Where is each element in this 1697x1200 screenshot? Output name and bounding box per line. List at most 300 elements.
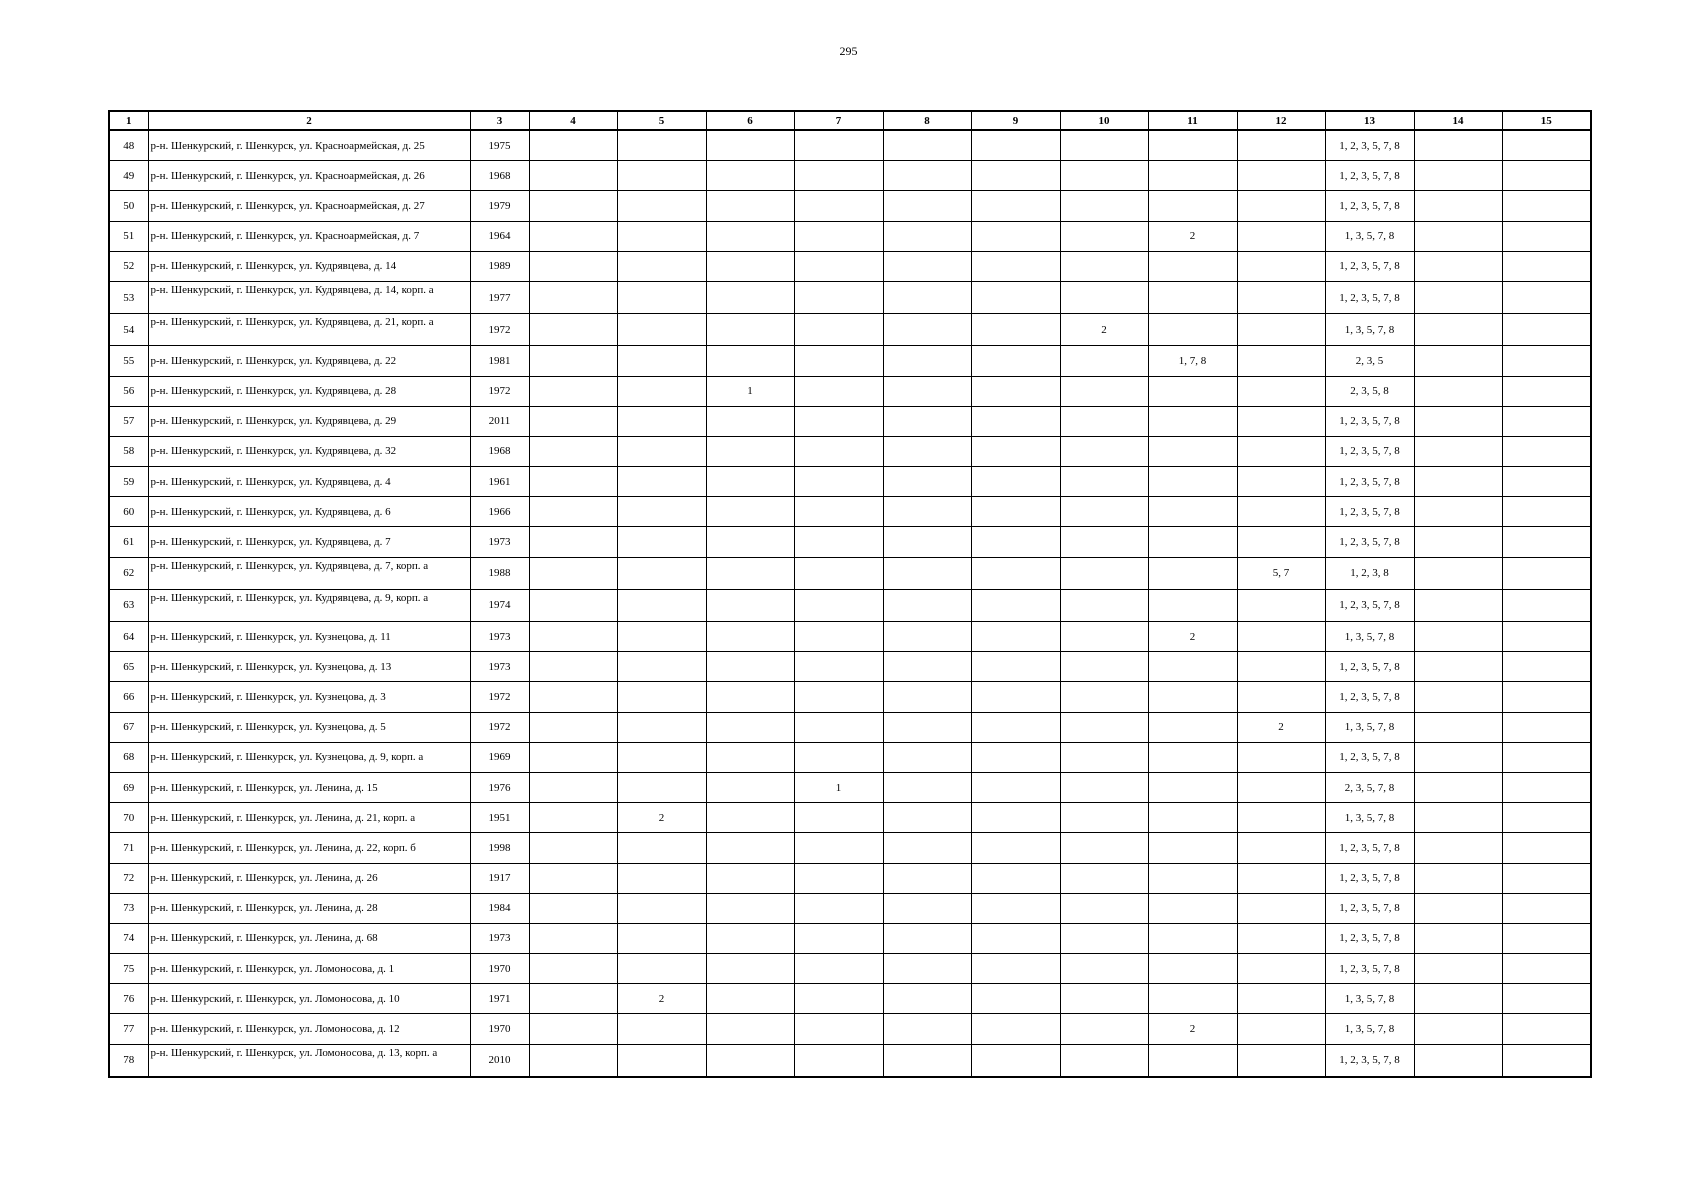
empty-cell-9 xyxy=(971,406,1060,436)
value-cell-7 xyxy=(794,833,883,863)
empty-cell-9 xyxy=(971,314,1060,346)
value-cell-11 xyxy=(1148,772,1237,802)
table-row xyxy=(109,221,1591,251)
table-row xyxy=(109,527,1591,557)
empty-cell-9 xyxy=(971,712,1060,742)
value-cell-10 xyxy=(1060,281,1148,313)
value-cell-11 xyxy=(1148,803,1237,833)
address-cell: р-н. Шенкурский, г. Шенкурск, ул. Кудрявцева, д. 22 xyxy=(148,346,470,376)
table-row xyxy=(109,1014,1591,1044)
column-header-13: 13 xyxy=(1325,111,1414,130)
empty-cell-15 xyxy=(1502,406,1591,436)
value-cell-5 xyxy=(617,742,706,772)
value-cell-13: 1, 3, 5, 7, 8 xyxy=(1325,314,1414,346)
row-number-cell: 54 xyxy=(109,314,148,346)
year-cell: 1973 xyxy=(470,923,529,953)
table-row xyxy=(109,161,1591,191)
value-cell-6 xyxy=(706,557,794,589)
value-cell-7 xyxy=(794,221,883,251)
value-cell-7 xyxy=(794,1014,883,1044)
row-number-cell: 55 xyxy=(109,346,148,376)
empty-cell-15 xyxy=(1502,622,1591,652)
empty-cell-8 xyxy=(883,436,971,466)
value-cell-11 xyxy=(1148,436,1237,466)
value-cell-12 xyxy=(1237,467,1325,497)
empty-cell-14 xyxy=(1414,436,1502,466)
value-cell-10 xyxy=(1060,742,1148,772)
table-row xyxy=(109,557,1591,589)
empty-cell-9 xyxy=(971,742,1060,772)
value-cell-6 xyxy=(706,833,794,863)
value-cell-12 xyxy=(1237,527,1325,557)
year-cell: 1951 xyxy=(470,803,529,833)
value-cell-7 xyxy=(794,161,883,191)
empty-cell-4 xyxy=(529,712,617,742)
value-cell-13: 1, 3, 5, 7, 8 xyxy=(1325,1014,1414,1044)
row-number-cell: 67 xyxy=(109,712,148,742)
empty-cell-9 xyxy=(971,281,1060,313)
column-header-5: 5 xyxy=(617,111,706,130)
empty-cell-4 xyxy=(529,436,617,466)
address-cell: р-н. Шенкурский, г. Шенкурск, ул. Кудрявцева, д. 29 xyxy=(148,406,470,436)
value-cell-7 xyxy=(794,682,883,712)
value-cell-7 xyxy=(794,803,883,833)
value-cell-11: 2 xyxy=(1148,622,1237,652)
address-cell: р-н. Шенкурский, г. Шенкурск, ул. Кудрявцева, д. 28 xyxy=(148,376,470,406)
address-cell: р-н. Шенкурский, г. Шенкурск, ул. Ломоносова, д. 12 xyxy=(148,1014,470,1044)
column-header-8: 8 xyxy=(883,111,971,130)
empty-cell-15 xyxy=(1502,467,1591,497)
address-cell: р-н. Шенкурский, г. Шенкурск, ул. Кузнецова, д. 3 xyxy=(148,682,470,712)
empty-cell-14 xyxy=(1414,622,1502,652)
value-cell-7 xyxy=(794,497,883,527)
year-cell: 1968 xyxy=(470,436,529,466)
table-row xyxy=(109,772,1591,802)
value-cell-12 xyxy=(1237,497,1325,527)
empty-cell-15 xyxy=(1502,130,1591,161)
column-header-6: 6 xyxy=(706,111,794,130)
value-cell-13: 2, 3, 5, 7, 8 xyxy=(1325,772,1414,802)
value-cell-7 xyxy=(794,436,883,466)
row-number-cell: 57 xyxy=(109,406,148,436)
empty-cell-14 xyxy=(1414,406,1502,436)
address-cell: р-н. Шенкурский, г. Шенкурск, ул. Кузнецова, д. 11 xyxy=(148,622,470,652)
year-cell: 1972 xyxy=(470,314,529,346)
empty-cell-9 xyxy=(971,161,1060,191)
empty-cell-14 xyxy=(1414,376,1502,406)
empty-cell-15 xyxy=(1502,527,1591,557)
value-cell-13: 1, 2, 3, 8 xyxy=(1325,557,1414,589)
value-cell-10 xyxy=(1060,863,1148,893)
value-cell-5 xyxy=(617,497,706,527)
housing-register-table xyxy=(108,110,1592,1078)
empty-cell-8 xyxy=(883,682,971,712)
empty-cell-9 xyxy=(971,863,1060,893)
value-cell-5 xyxy=(617,314,706,346)
empty-cell-8 xyxy=(883,191,971,221)
empty-cell-9 xyxy=(971,652,1060,682)
value-cell-13: 1, 2, 3, 5, 7, 8 xyxy=(1325,652,1414,682)
value-cell-10 xyxy=(1060,1044,1148,1077)
value-cell-12 xyxy=(1237,161,1325,191)
empty-cell-14 xyxy=(1414,863,1502,893)
value-cell-6 xyxy=(706,742,794,772)
value-cell-10 xyxy=(1060,833,1148,863)
header-row xyxy=(109,111,1591,130)
row-number-cell: 60 xyxy=(109,497,148,527)
empty-cell-9 xyxy=(971,376,1060,406)
value-cell-7 xyxy=(794,652,883,682)
address-cell: р-н. Шенкурский, г. Шенкурск, ул. Кузнецова, д. 5 xyxy=(148,712,470,742)
value-cell-12 xyxy=(1237,314,1325,346)
value-cell-13: 1, 2, 3, 5, 7, 8 xyxy=(1325,923,1414,953)
row-number-cell: 51 xyxy=(109,221,148,251)
empty-cell-15 xyxy=(1502,712,1591,742)
empty-cell-8 xyxy=(883,221,971,251)
row-number-cell: 75 xyxy=(109,954,148,984)
empty-cell-9 xyxy=(971,954,1060,984)
value-cell-5 xyxy=(617,221,706,251)
value-cell-11 xyxy=(1148,923,1237,953)
address-cell: р-н. Шенкурский, г. Шенкурск, ул. Ломоносова, д. 1 xyxy=(148,954,470,984)
address-cell: р-н. Шенкурский, г. Шенкурск, ул. Кудрявцева, д. 21, корп. а xyxy=(148,314,470,346)
value-cell-11 xyxy=(1148,497,1237,527)
value-cell-13: 1, 3, 5, 7, 8 xyxy=(1325,712,1414,742)
empty-cell-8 xyxy=(883,893,971,923)
value-cell-12 xyxy=(1237,652,1325,682)
value-cell-11 xyxy=(1148,954,1237,984)
value-cell-10 xyxy=(1060,346,1148,376)
address-cell: р-н. Шенкурский, г. Шенкурск, ул. Кудрявцева, д. 9, корп. а xyxy=(148,589,470,621)
empty-cell-9 xyxy=(971,803,1060,833)
empty-cell-14 xyxy=(1414,314,1502,346)
value-cell-5 xyxy=(617,954,706,984)
value-cell-12 xyxy=(1237,1044,1325,1077)
empty-cell-4 xyxy=(529,527,617,557)
row-number-cell: 73 xyxy=(109,893,148,923)
value-cell-13: 1, 2, 3, 5, 7, 8 xyxy=(1325,954,1414,984)
table-row xyxy=(109,1044,1591,1077)
empty-cell-4 xyxy=(529,557,617,589)
empty-cell-4 xyxy=(529,833,617,863)
value-cell-6 xyxy=(706,682,794,712)
table-row xyxy=(109,497,1591,527)
row-number-cell: 66 xyxy=(109,682,148,712)
empty-cell-4 xyxy=(529,406,617,436)
value-cell-6 xyxy=(706,467,794,497)
value-cell-12 xyxy=(1237,954,1325,984)
year-cell: 1970 xyxy=(470,954,529,984)
empty-cell-4 xyxy=(529,161,617,191)
value-cell-5 xyxy=(617,130,706,161)
value-cell-10 xyxy=(1060,406,1148,436)
value-cell-13: 1, 2, 3, 5, 7, 8 xyxy=(1325,893,1414,923)
table-row xyxy=(109,589,1591,621)
value-cell-6 xyxy=(706,1014,794,1044)
empty-cell-8 xyxy=(883,742,971,772)
address-cell: р-н. Шенкурский, г. Шенкурск, ул. Кудрявцева, д. 7 xyxy=(148,527,470,557)
empty-cell-14 xyxy=(1414,281,1502,313)
value-cell-12 xyxy=(1237,436,1325,466)
value-cell-13: 1, 2, 3, 5, 7, 8 xyxy=(1325,406,1414,436)
year-cell: 1964 xyxy=(470,221,529,251)
empty-cell-4 xyxy=(529,589,617,621)
value-cell-13: 1, 2, 3, 5, 7, 8 xyxy=(1325,436,1414,466)
value-cell-11 xyxy=(1148,833,1237,863)
value-cell-12 xyxy=(1237,803,1325,833)
value-cell-13: 1, 3, 5, 7, 8 xyxy=(1325,984,1414,1014)
empty-cell-15 xyxy=(1502,281,1591,313)
empty-cell-8 xyxy=(883,803,971,833)
value-cell-7 xyxy=(794,712,883,742)
year-cell: 1973 xyxy=(470,622,529,652)
value-cell-13: 1, 2, 3, 5, 7, 8 xyxy=(1325,527,1414,557)
row-number-cell: 52 xyxy=(109,251,148,281)
year-cell: 1917 xyxy=(470,863,529,893)
value-cell-13: 1, 2, 3, 5, 7, 8 xyxy=(1325,742,1414,772)
column-header-10: 10 xyxy=(1060,111,1148,130)
value-cell-10 xyxy=(1060,1014,1148,1044)
empty-cell-14 xyxy=(1414,682,1502,712)
row-number-cell: 68 xyxy=(109,742,148,772)
table-row xyxy=(109,803,1591,833)
value-cell-6 xyxy=(706,406,794,436)
value-cell-5 xyxy=(617,557,706,589)
value-cell-10 xyxy=(1060,589,1148,621)
empty-cell-14 xyxy=(1414,221,1502,251)
value-cell-6 xyxy=(706,1044,794,1077)
value-cell-6 xyxy=(706,923,794,953)
year-cell: 1961 xyxy=(470,467,529,497)
value-cell-5 xyxy=(617,527,706,557)
value-cell-5 xyxy=(617,893,706,923)
value-cell-6: 1 xyxy=(706,376,794,406)
page-number: 295 xyxy=(839,44,858,58)
value-cell-12 xyxy=(1237,406,1325,436)
value-cell-6 xyxy=(706,161,794,191)
empty-cell-8 xyxy=(883,557,971,589)
empty-cell-8 xyxy=(883,1014,971,1044)
value-cell-10 xyxy=(1060,652,1148,682)
empty-cell-4 xyxy=(529,652,617,682)
value-cell-7 xyxy=(794,467,883,497)
year-cell: 1973 xyxy=(470,652,529,682)
year-cell: 1984 xyxy=(470,893,529,923)
empty-cell-9 xyxy=(971,589,1060,621)
value-cell-5: 2 xyxy=(617,984,706,1014)
table-row xyxy=(109,406,1591,436)
empty-cell-15 xyxy=(1502,833,1591,863)
value-cell-11 xyxy=(1148,557,1237,589)
value-cell-13: 1, 2, 3, 5, 7, 8 xyxy=(1325,1044,1414,1077)
value-cell-13: 1, 2, 3, 5, 7, 8 xyxy=(1325,281,1414,313)
address-cell: р-н. Шенкурский, г. Шенкурск, ул. Ленина, д. 22, корп. б xyxy=(148,833,470,863)
empty-cell-4 xyxy=(529,376,617,406)
empty-cell-4 xyxy=(529,281,617,313)
value-cell-11 xyxy=(1148,281,1237,313)
table-row xyxy=(109,622,1591,652)
empty-cell-15 xyxy=(1502,863,1591,893)
row-number-cell: 58 xyxy=(109,436,148,466)
value-cell-11 xyxy=(1148,130,1237,161)
value-cell-11 xyxy=(1148,314,1237,346)
value-cell-10 xyxy=(1060,376,1148,406)
empty-cell-14 xyxy=(1414,497,1502,527)
row-number-cell: 70 xyxy=(109,803,148,833)
empty-cell-15 xyxy=(1502,161,1591,191)
value-cell-5 xyxy=(617,191,706,221)
empty-cell-4 xyxy=(529,1044,617,1077)
empty-cell-15 xyxy=(1502,589,1591,621)
value-cell-10: 2 xyxy=(1060,314,1148,346)
empty-cell-8 xyxy=(883,314,971,346)
empty-cell-9 xyxy=(971,191,1060,221)
value-cell-13: 1, 3, 5, 7, 8 xyxy=(1325,622,1414,652)
empty-cell-15 xyxy=(1502,742,1591,772)
empty-cell-8 xyxy=(883,251,971,281)
empty-cell-4 xyxy=(529,622,617,652)
value-cell-12: 2 xyxy=(1237,712,1325,742)
empty-cell-9 xyxy=(971,622,1060,652)
empty-cell-14 xyxy=(1414,772,1502,802)
year-cell: 1981 xyxy=(470,346,529,376)
value-cell-6 xyxy=(706,281,794,313)
value-cell-6 xyxy=(706,863,794,893)
empty-cell-8 xyxy=(883,772,971,802)
empty-cell-14 xyxy=(1414,984,1502,1014)
value-cell-6 xyxy=(706,130,794,161)
row-number-cell: 69 xyxy=(109,772,148,802)
value-cell-7 xyxy=(794,130,883,161)
value-cell-13: 1, 2, 3, 5, 7, 8 xyxy=(1325,589,1414,621)
row-number-cell: 63 xyxy=(109,589,148,621)
value-cell-5 xyxy=(617,436,706,466)
empty-cell-15 xyxy=(1502,652,1591,682)
empty-cell-8 xyxy=(883,652,971,682)
value-cell-7 xyxy=(794,742,883,772)
value-cell-6 xyxy=(706,221,794,251)
value-cell-6 xyxy=(706,954,794,984)
value-cell-13: 1, 2, 3, 5, 7, 8 xyxy=(1325,467,1414,497)
row-number-cell: 74 xyxy=(109,923,148,953)
empty-cell-4 xyxy=(529,130,617,161)
empty-cell-15 xyxy=(1502,954,1591,984)
table-row xyxy=(109,742,1591,772)
value-cell-6 xyxy=(706,191,794,221)
value-cell-11 xyxy=(1148,406,1237,436)
value-cell-10 xyxy=(1060,682,1148,712)
value-cell-13: 1, 3, 5, 7, 8 xyxy=(1325,803,1414,833)
table-row xyxy=(109,863,1591,893)
value-cell-7 xyxy=(794,314,883,346)
year-cell: 1976 xyxy=(470,772,529,802)
empty-cell-4 xyxy=(529,923,617,953)
value-cell-11 xyxy=(1148,863,1237,893)
value-cell-12 xyxy=(1237,772,1325,802)
year-cell: 1972 xyxy=(470,712,529,742)
table-row xyxy=(109,984,1591,1014)
value-cell-5 xyxy=(617,712,706,742)
address-cell: р-н. Шенкурский, г. Шенкурск, ул. Кузнецова, д. 9, корп. а xyxy=(148,742,470,772)
value-cell-12 xyxy=(1237,346,1325,376)
value-cell-13: 1, 2, 3, 5, 7, 8 xyxy=(1325,682,1414,712)
value-cell-7 xyxy=(794,557,883,589)
empty-cell-8 xyxy=(883,527,971,557)
value-cell-5: 2 xyxy=(617,803,706,833)
year-cell: 2011 xyxy=(470,406,529,436)
empty-cell-8 xyxy=(883,281,971,313)
address-cell: р-н. Шенкурский, г. Шенкурск, ул. Ленина, д. 28 xyxy=(148,893,470,923)
value-cell-12 xyxy=(1237,622,1325,652)
value-cell-7 xyxy=(794,1044,883,1077)
value-cell-11 xyxy=(1148,1044,1237,1077)
value-cell-10 xyxy=(1060,954,1148,984)
empty-cell-8 xyxy=(883,863,971,893)
value-cell-5 xyxy=(617,589,706,621)
empty-cell-14 xyxy=(1414,923,1502,953)
value-cell-7 xyxy=(794,191,883,221)
address-cell: р-н. Шенкурский, г. Шенкурск, ул. Ленина, д. 68 xyxy=(148,923,470,953)
value-cell-12 xyxy=(1237,923,1325,953)
value-cell-6 xyxy=(706,436,794,466)
row-number-cell: 53 xyxy=(109,281,148,313)
value-cell-11 xyxy=(1148,191,1237,221)
empty-cell-4 xyxy=(529,346,617,376)
empty-cell-8 xyxy=(883,833,971,863)
value-cell-5 xyxy=(617,467,706,497)
value-cell-6 xyxy=(706,497,794,527)
value-cell-10 xyxy=(1060,984,1148,1014)
empty-cell-15 xyxy=(1502,803,1591,833)
address-cell: р-н. Шенкурский, г. Шенкурск, ул. Кудрявцева, д. 32 xyxy=(148,436,470,466)
table-row xyxy=(109,281,1591,313)
value-cell-6 xyxy=(706,772,794,802)
row-number-cell: 78 xyxy=(109,1044,148,1077)
empty-cell-8 xyxy=(883,130,971,161)
value-cell-11 xyxy=(1148,527,1237,557)
year-cell: 1972 xyxy=(470,376,529,406)
value-cell-5 xyxy=(617,251,706,281)
year-cell: 1972 xyxy=(470,682,529,712)
year-cell: 1971 xyxy=(470,984,529,1014)
value-cell-7 xyxy=(794,251,883,281)
address-cell: р-н. Шенкурский, г. Шенкурск, ул. Кудрявцева, д. 7, корп. а xyxy=(148,557,470,589)
empty-cell-14 xyxy=(1414,1044,1502,1077)
address-cell: р-н. Шенкурский, г. Шенкурск, ул. Ломоносова, д. 13, корп. а xyxy=(148,1044,470,1077)
value-cell-6 xyxy=(706,527,794,557)
empty-cell-14 xyxy=(1414,130,1502,161)
column-header-1: 1 xyxy=(109,111,148,130)
value-cell-7 xyxy=(794,863,883,893)
value-cell-6 xyxy=(706,984,794,1014)
empty-cell-14 xyxy=(1414,833,1502,863)
value-cell-11 xyxy=(1148,161,1237,191)
value-cell-10 xyxy=(1060,497,1148,527)
column-header-4: 4 xyxy=(529,111,617,130)
empty-cell-9 xyxy=(971,557,1060,589)
empty-cell-9 xyxy=(971,833,1060,863)
row-number-cell: 61 xyxy=(109,527,148,557)
empty-cell-4 xyxy=(529,221,617,251)
value-cell-12: 5, 7 xyxy=(1237,557,1325,589)
empty-cell-9 xyxy=(971,893,1060,923)
value-cell-10 xyxy=(1060,893,1148,923)
empty-cell-4 xyxy=(529,984,617,1014)
empty-cell-14 xyxy=(1414,527,1502,557)
empty-cell-8 xyxy=(883,954,971,984)
year-cell: 1988 xyxy=(470,557,529,589)
table-row xyxy=(109,923,1591,953)
